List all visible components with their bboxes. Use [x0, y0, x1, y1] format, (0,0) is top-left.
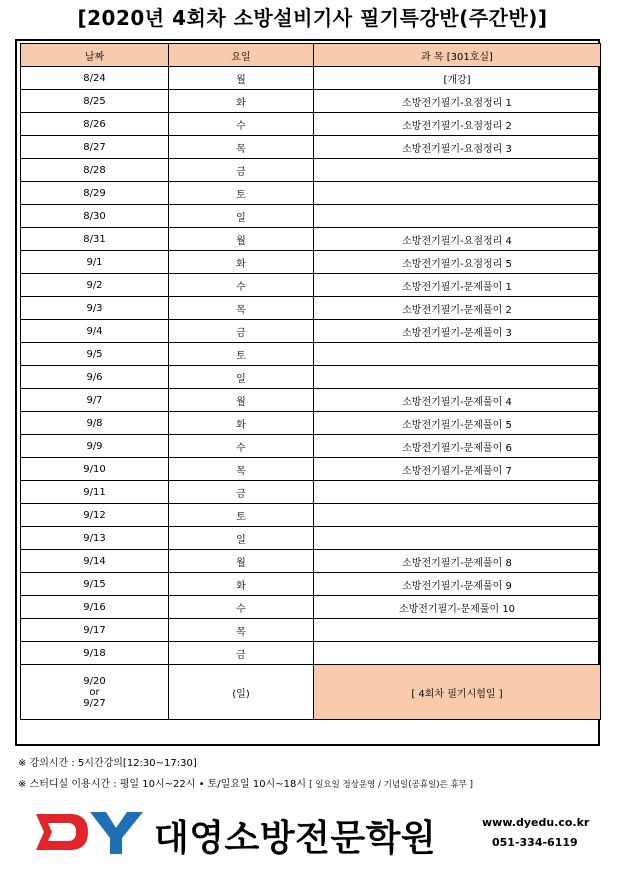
date-cell: 9/7 — [21, 389, 169, 412]
day-cell: 월 — [169, 389, 314, 412]
date-cell: 9/6 — [21, 366, 169, 389]
exam-day-cell: (일) — [169, 665, 314, 720]
table-row — [21, 527, 601, 550]
day-cell: 화 — [169, 412, 314, 435]
study-room-hours: ※ 스터디실 이용시간 : 평일 10시~22시 • 토/일요일 10시~18시 — [18, 779, 306, 790]
subject-cell — [314, 619, 601, 642]
table-row — [21, 251, 601, 274]
table-row — [21, 389, 601, 412]
day-cell: 월 — [169, 67, 314, 90]
schedule-table — [20, 43, 601, 720]
page-title: [2020년 4회차 소방설비기사 필기특강반(주간반)] — [77, 6, 548, 30]
table-row — [21, 67, 601, 90]
subject-cell: 소방전기필기-문제풀이 8 — [314, 550, 601, 573]
date-cell: 9/9 — [21, 435, 169, 458]
date-cell: 9/10 — [21, 458, 169, 481]
date-cell: 8/31 — [21, 228, 169, 251]
date-cell: 9/17 — [21, 619, 169, 642]
table-row — [21, 504, 601, 527]
table-row — [21, 343, 601, 366]
subject-cell: 소방전기필기-요점정리 4 — [314, 228, 601, 251]
subject-cell — [314, 481, 601, 504]
day-cell: 화 — [169, 251, 314, 274]
subject-cell: 소방전기필기-요점정리 5 — [314, 251, 601, 274]
table-row — [21, 90, 601, 113]
subject-cell: 소방전기필기-요점정리 1 — [314, 90, 601, 113]
academy-name: 대영소방전문학원 — [154, 818, 437, 859]
day-cell: 목 — [169, 297, 314, 320]
day-cell: 금 — [169, 642, 314, 665]
table-row — [21, 205, 601, 228]
date-cell: 8/30 — [21, 205, 169, 228]
day-cell: 월 — [169, 228, 314, 251]
subject-cell — [314, 159, 601, 182]
exam-date-line3: 9/27 — [83, 697, 106, 709]
day-cell: 화 — [169, 573, 314, 596]
day-cell: 수 — [169, 274, 314, 297]
date-cell: 9/13 — [21, 527, 169, 550]
table-header-row — [21, 44, 601, 67]
exam-subject-cell: [ 4회차 필기시험일 ] — [314, 665, 601, 720]
subject-cell: 소방전기필기-문제풀이 4 — [314, 389, 601, 412]
table-row — [21, 573, 601, 596]
subject-cell — [314, 504, 601, 527]
day-cell: 목 — [169, 136, 314, 159]
day-cell: 수 — [169, 596, 314, 619]
table-row — [21, 274, 601, 297]
subject-cell: 소방전기필기-문제풀이 3 — [314, 320, 601, 343]
day-cell: 토 — [169, 504, 314, 527]
date-cell: 8/28 — [21, 159, 169, 182]
table-row — [21, 412, 601, 435]
date-cell: 9/4 — [21, 320, 169, 343]
day-cell: 일 — [169, 205, 314, 228]
subject-cell: 소방전기필기-문제풀이 6 — [314, 435, 601, 458]
phone-number: 051-334-6119 — [492, 836, 578, 849]
subject-cell — [314, 642, 601, 665]
day-cell: 화 — [169, 90, 314, 113]
date-cell: 9/14 — [21, 550, 169, 573]
date-cell: 9/16 — [21, 596, 169, 619]
subject-cell — [314, 205, 601, 228]
subject-cell: 소방전기필기-문제풀이 9 — [314, 573, 601, 596]
day-cell: 월 — [169, 550, 314, 573]
header-date: 날짜 — [21, 44, 169, 67]
header-subject: 과 목 [301호실] — [314, 44, 601, 67]
table-row — [21, 159, 601, 182]
academy-logo — [30, 806, 490, 858]
subject-cell: 소방전기필기-요점정리 2 — [314, 113, 601, 136]
header-day: 요일 — [169, 44, 314, 67]
subject-cell — [314, 182, 601, 205]
table-row — [21, 366, 601, 389]
subject-cell — [314, 527, 601, 550]
date-cell: 9/3 — [21, 297, 169, 320]
exam-date-line2: or — [89, 686, 100, 698]
day-cell: 목 — [169, 619, 314, 642]
table-row — [21, 596, 601, 619]
subject-cell: [개강] — [314, 67, 601, 90]
day-cell: 토 — [169, 182, 314, 205]
date-cell: 9/15 — [21, 573, 169, 596]
date-cell: 9/2 — [21, 274, 169, 297]
day-cell: 일 — [169, 366, 314, 389]
day-cell: 금 — [169, 159, 314, 182]
date-cell: 9/18 — [21, 642, 169, 665]
dy-logo-icon — [30, 806, 150, 858]
study-room-note — [18, 775, 473, 790]
subject-cell: 소방전기필기-요점정리 3 — [314, 136, 601, 159]
day-cell: 금 — [169, 481, 314, 504]
date-cell: 9/8 — [21, 412, 169, 435]
date-cell: 8/27 — [21, 136, 169, 159]
table-row — [21, 228, 601, 251]
study-room-holiday-note: [ 일요일 정상운영 / 기념일(공휴일)은 휴무 ] — [309, 780, 473, 790]
website-link[interactable]: www.dyedu.co.kr — [482, 816, 590, 829]
exam-row — [21, 665, 601, 720]
lecture-hours-note: ※ 강의시간 : 5시간강의[12:30~17:30] — [18, 758, 197, 769]
subject-cell — [314, 366, 601, 389]
table-row — [21, 481, 601, 504]
table-row — [21, 458, 601, 481]
date-cell: 9/11 — [21, 481, 169, 504]
day-cell: 금 — [169, 320, 314, 343]
subject-cell: 소방전기필기-문제풀이 7 — [314, 458, 601, 481]
date-cell: 8/24 — [21, 67, 169, 90]
table-row — [21, 297, 601, 320]
exam-date-cell — [21, 665, 169, 720]
date-cell: 8/25 — [21, 90, 169, 113]
day-cell: 수 — [169, 435, 314, 458]
day-cell: 목 — [169, 458, 314, 481]
table-row — [21, 619, 601, 642]
day-cell: 일 — [169, 527, 314, 550]
date-cell: 9/1 — [21, 251, 169, 274]
subject-cell: 소방전기필기-문제풀이 1 — [314, 274, 601, 297]
subject-cell — [314, 343, 601, 366]
table-row — [21, 642, 601, 665]
day-cell: 수 — [169, 113, 314, 136]
date-cell: 8/26 — [21, 113, 169, 136]
table-row — [21, 182, 601, 205]
table-row — [21, 550, 601, 573]
date-cell: 9/5 — [21, 343, 169, 366]
subject-cell: 소방전기필기-문제풀이 10 — [314, 596, 601, 619]
table-row — [21, 435, 601, 458]
table-row — [21, 320, 601, 343]
day-cell: 토 — [169, 343, 314, 366]
exam-date-line1: 9/20 — [83, 675, 106, 687]
date-cell: 8/29 — [21, 182, 169, 205]
date-cell: 9/12 — [21, 504, 169, 527]
subject-cell: 소방전기필기-문제풀이 2 — [314, 297, 601, 320]
table-row — [21, 136, 601, 159]
subject-cell: 소방전기필기-문제풀이 5 — [314, 412, 601, 435]
table-row — [21, 113, 601, 136]
